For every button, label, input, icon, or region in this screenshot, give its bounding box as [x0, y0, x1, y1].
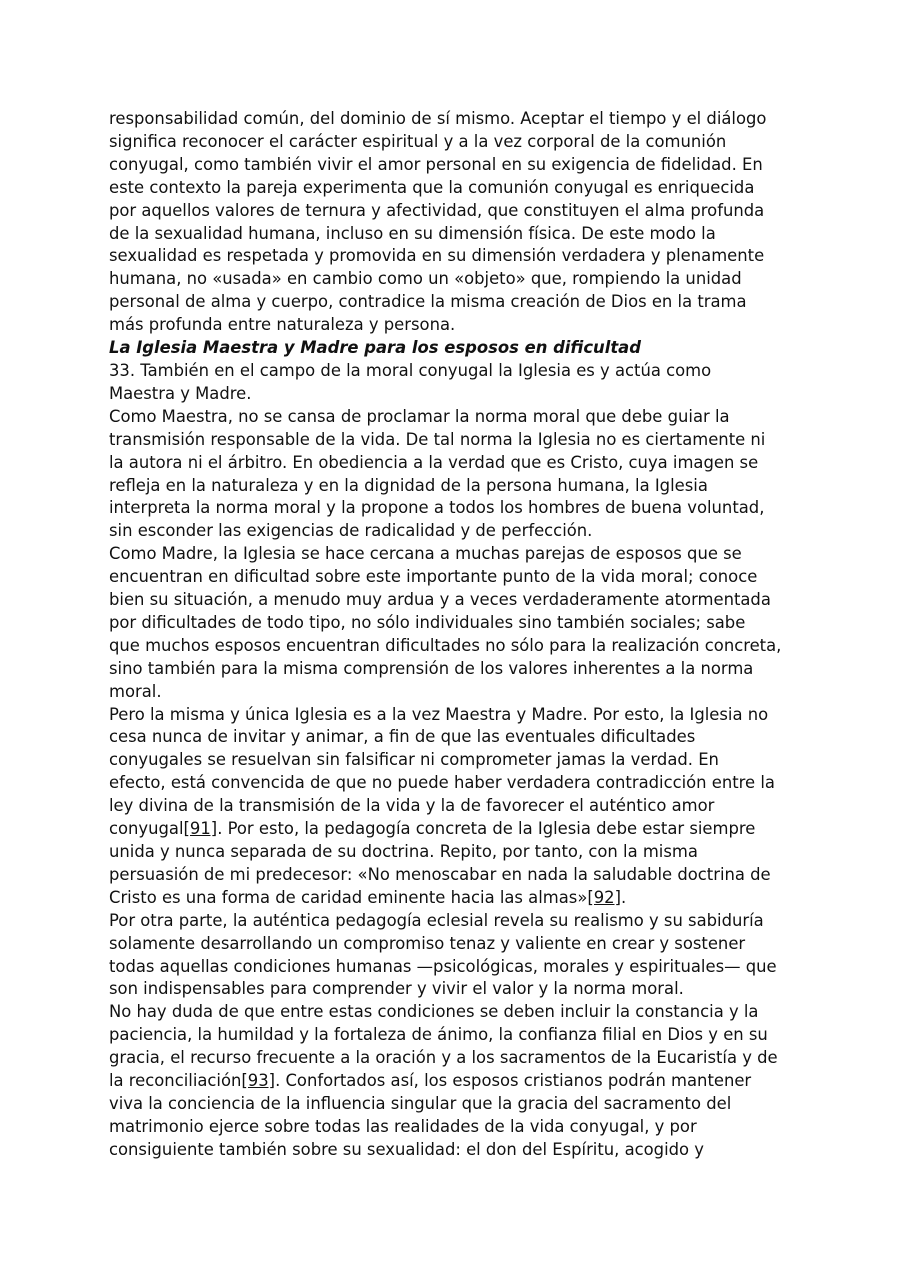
document-page: [109, 108, 809, 1162]
text-line: encuentran en dificultad sobre este importante punto de la vida moral; conoce: [109, 567, 758, 587]
text-line: sexualidad es respetada y promovida en su dimensión verdadera y plenamente: [109, 246, 765, 266]
text-line: son indispensables para comprender y vivir el valor y la norma moral.: [109, 979, 684, 999]
paragraph-1: [109, 108, 809, 337]
text-line: Pero la misma y única Iglesia es a la vez Maestra y Madre. Por esto, la Iglesia no: [109, 704, 769, 724]
text-line: bien su situación, a menudo muy ardua y a veces verdaderamente atormentada: [109, 590, 771, 610]
footnote-link-92[interactable]: [92]: [587, 887, 622, 907]
text-line: Por otra parte, la auténtica pedagogía eclesial revela su realismo y su sabiduría: [109, 910, 764, 930]
paragraph-2: [109, 360, 809, 406]
text-line: conyugal, como también vivir el amor personal en su exigencia de fidelidad. En: [109, 154, 763, 174]
text-segment: . Por esto, la pedagogía concreta de la Iglesia debe estar siempre: [217, 819, 756, 839]
text-line: significa reconocer el carácter espiritual y a la vez corporal de la comunión: [109, 131, 727, 151]
text-line: [109, 1070, 809, 1093]
text-line: persuasión de mi predecesor: «No menoscabar en nada la saludable doctrina de: [109, 864, 771, 884]
paragraph-3: [109, 406, 809, 543]
text-segment: conyugal: [109, 819, 184, 839]
text-line: efecto, está convencida de que no puede haber verdadera contradicción entre la: [109, 773, 775, 793]
text-line: sino también para la misma comprensión de los valores inherentes a la norma: [109, 658, 754, 678]
text-line: [109, 887, 809, 910]
text-segment: . Confortados así, los esposos cristianos podrán mantener: [275, 1071, 752, 1091]
text-line: este contexto la pareja experimenta que la comunión conyugal es enriquecida: [109, 177, 755, 197]
text-line: [109, 818, 809, 841]
text-line: por aquellos valores de ternura y afectividad, que constituyen el alma profunda: [109, 200, 765, 220]
text-line: cesa nunca de invitar y animar, a fin de que las eventuales dificultades: [109, 727, 696, 747]
text-line: por dificultades de todo tipo, no sólo individuales sino también sociales; sabe: [109, 612, 746, 632]
text-line: consiguiente también sobre su sexualidad: el don del Espíritu, acogido y: [109, 1139, 704, 1159]
text-line: más profunda entre naturaleza y persona.: [109, 315, 456, 335]
text-line: de la sexualidad humana, incluso en su dimensión física. De este modo la: [109, 223, 716, 243]
text-line: No hay duda de que entre estas condiciones se deben incluir la constancia y la: [109, 1002, 759, 1022]
section-heading: La Iglesia Maestra y Madre para los esposos en dificultad: [109, 338, 641, 358]
text-line: viva la conciencia de la influencia singular que la gracia del sacramento del: [109, 1093, 732, 1113]
text-line: paciencia, la humildad y la fortaleza de ánimo, la confianza filial en Dios y en su: [109, 1025, 768, 1045]
paragraph-5: [109, 704, 809, 910]
text-line: unida y nunca separada de su doctrina. Repito, por tanto, con la misma: [109, 842, 698, 861]
text-line: interpreta la norma moral y la propone a todos los hombres de buena voluntad,: [109, 498, 765, 518]
paragraph-6: [109, 910, 809, 1002]
paragraph-4: [109, 543, 809, 703]
text-line: transmisión responsable de la vida. De tal norma la Iglesia no es ciertamente ni: [109, 429, 766, 449]
text-line: 33. También en el campo de la moral conyugal la Iglesia es y actúa como: [109, 360, 712, 380]
text-line: la autora ni el árbitro. En obediencia a la verdad que es Cristo, cuya imagen se: [109, 452, 759, 472]
footnote-link-93[interactable]: [93]: [241, 1071, 276, 1091]
footnote-link-91[interactable]: [91]: [183, 819, 218, 839]
text-line: Como Madre, la Iglesia se hace cercana a muchas parejas de esposos que se: [109, 544, 742, 564]
text-line: humana, no «usada» en cambio como un «objeto» que, rompiendo la unidad: [109, 269, 742, 289]
text-line: refleja en la naturaleza y en la dignidad de la persona humana, la Iglesia: [109, 475, 708, 495]
text-segment: Cristo es una forma de caridad eminente hacia las almas»: [109, 887, 588, 907]
text-line: conyugales se resuelvan sin falsificar ni comprometer jamas la verdad. En: [109, 750, 719, 770]
text-line: ley divina de la transmisión de la vida y la de favorecer el auténtico amor: [109, 796, 715, 816]
text-line: responsabilidad común, del dominio de sí mismo. Aceptar el tiempo y el diálogo: [109, 109, 767, 128]
text-line: gracia, el recurso frecuente a la oración y a los sacramentos de la Eucaristía y de: [109, 1048, 778, 1068]
text-line: matrimonio ejerce sobre todas las realidades de la vida conyugal, y por: [109, 1116, 697, 1136]
text-line: Maestra y Madre.: [109, 383, 252, 403]
text-line: moral.: [109, 681, 162, 701]
text-line: que muchos esposos encuentran dificultades no sólo para la realización concreta,: [109, 635, 782, 655]
text-line: todas aquellas condiciones humanas —psicológicas, morales y espirituales— que: [109, 956, 777, 976]
text-segment: .: [621, 887, 627, 907]
text-segment: la reconciliación: [109, 1071, 242, 1091]
text-line: solamente desarrollando un compromiso tenaz y valiente en crear y sostener: [109, 933, 746, 953]
paragraph-7: [109, 1001, 809, 1161]
text-line: sin esconder las exigencias de radicalidad y de perfección.: [109, 521, 593, 541]
text-line: Como Maestra, no se cansa de proclamar la norma moral que debe guiar la: [109, 406, 730, 426]
text-line: personal de alma y cuerpo, contradice la misma creación de Dios en la trama: [109, 292, 747, 312]
